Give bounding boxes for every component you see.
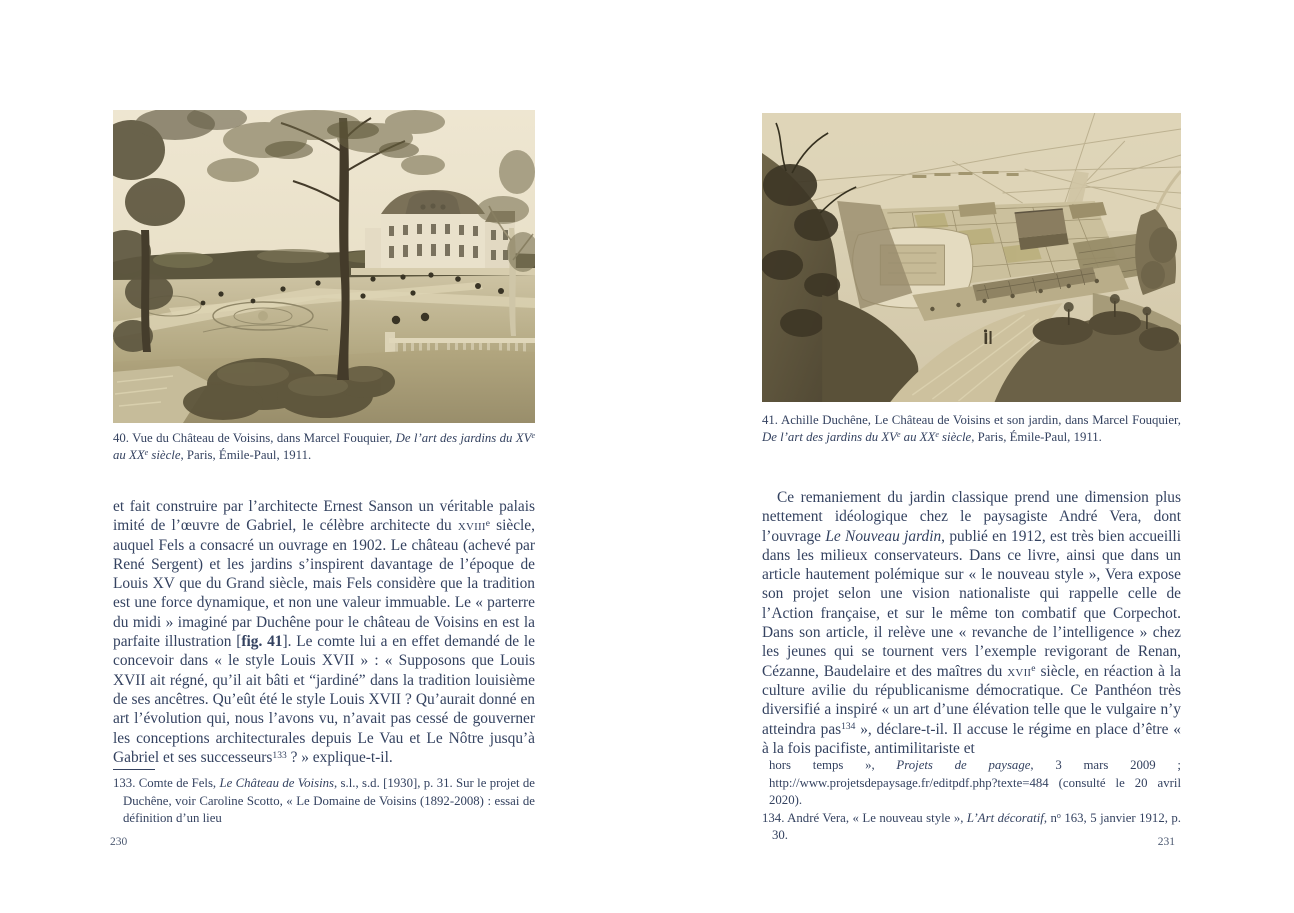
body-text-231 (762, 488, 1181, 758)
caption-book-title: au XX (900, 429, 936, 444)
caption-book-title: siècle (148, 447, 181, 462)
body-text: Ce remaniement du jardin classique prend une dimension plus nettement idéologique chez le paysagiste André Vera, dont l’ouvrage (762, 489, 1181, 545)
footnote-133 (113, 775, 535, 828)
figure-reference: fig. 41 (241, 633, 283, 651)
footnote-divider (113, 769, 155, 770)
figure-40 (113, 110, 535, 423)
footnote-133-continuation (762, 757, 1181, 810)
body-text: et fait construire par l’architecte Ernest Sanson un véritable palais imité de l’œuvre de Gabriel, le célèbre architecte du (113, 498, 535, 535)
figure-40-image (113, 110, 535, 423)
body-text: siècle, auquel Fels a consacré un ouvrage en 1902. Le château (achevé par René Sergent) et les jardins s’inspirent davantage de l’époque de Louis XV que du Grand siècle, mais Fels considère que la tradition est une force dynamique, et non une valeur immuable. Le « parterre du midi » imaginé par Duchêne pour le château de Voisins en est la parfaite illustration [ (113, 517, 535, 651)
superscript: e (531, 431, 535, 441)
footnote-book-title: Le Château de Voisins (219, 776, 334, 790)
figure-41-caption (762, 412, 1181, 445)
caption-book-title: De l’art des jardins du XV (762, 429, 897, 444)
smallcaps-century: xviii (457, 517, 486, 535)
caption-book-title: siècle (938, 429, 972, 444)
footnote-marker-134: 134 (841, 721, 856, 733)
figure-40-caption (113, 430, 535, 463)
footnote-journal-title: Projets de paysage (896, 758, 1031, 772)
superscript: e (1031, 663, 1036, 675)
body-text: ]. Le comte lui a en effet demandé de le concevoir dans « le style Louis XVII » : « Supposons que Louis XVII ait régné, qu’il ait bâti et “jardiné” dans la tradition louisième de ses ancêtres. Qu’eût été le style Louis XVII ? Qu’aurait donné en art l’évolution qui, nous l’avons vu, n’avait pas cessé de gouverner les conceptions architecturales depuis Le Vau et Le Nôtre jusqu’à Gabriel et ses successeurs (113, 633, 536, 766)
superscript: o (1056, 811, 1061, 821)
caption-text: , Paris, Émile-Paul, 1911. (180, 447, 312, 462)
footnote-journal-title: L’Art décoratif (966, 810, 1044, 825)
body-text: ? » explique-t-il. (286, 748, 393, 766)
footnote-text: 134. André Vera, « Le nouveau style », (762, 810, 967, 825)
footnote-text: 133. Comte de Fels, (113, 776, 220, 790)
footnote-text: 163, 5 janvier 1912, p. 30. (772, 810, 1181, 843)
caption-book-title: De l’art des jardins du XV (395, 431, 532, 445)
footnote-text: , n (1043, 810, 1057, 825)
footnote-marker-133: 133 (272, 749, 287, 761)
figure-41-image (762, 113, 1181, 402)
body-text: , publié en 1912, est très bien accueilli dans les milieux conservateurs. Dans ce livre, ainsi que dans un article hautement polémique sur « le nouveau style », Vera expose son projet selon une vision nationaliste qui rappelle celle de l’Action française, et sur le même ton combatif que Corpechot. Dans son article, il relève une « revanche de l’intelligence » chez les jeunes qui se tournent vers l’exemple revigorant de Renan, Cézanne, Baudelaire et des maîtres du (762, 527, 1181, 680)
superscript: e (935, 430, 939, 440)
footnote-text: , 3 mars 2009 ; http://www.projetsdepaysage.fr/editpdf.php?texte=484 (consulté le 20 avril 2020). (769, 758, 1181, 808)
superscript: e (485, 518, 490, 530)
figure-41 (762, 113, 1181, 402)
superscript: e (896, 430, 901, 440)
page-number-230: 230 (110, 836, 128, 848)
body-text: siècle, en réaction à la culture avilie du républicanisme démocratique. Ce Panthéon très diversifié a inspiré « un art d’une élévation telle que le vulgaire n’y atteindra pas (762, 662, 1181, 738)
body-book-title: Le Nouveau jardin (825, 527, 942, 545)
footnote-text: , s.l., s.d. [1930], p. 31. Sur le projet de Duchêne, voir Caroline Scotto, « Le Domaine de Voisins (1892-2008) : essai de définition d’un lieu (123, 776, 535, 826)
superscript: e (144, 448, 149, 458)
caption-text: , Paris, Émile-Paul, 1911. (971, 429, 1102, 444)
caption-book-title: au XX (113, 447, 145, 462)
footnote-text: hors temps », (769, 758, 897, 772)
page-number-231: 231 (1157, 836, 1175, 848)
caption-text: 41. Achille Duchêne, Le Château de Voisins et son jardin, dans Marcel Fouquier, (762, 413, 1181, 427)
body-text-230 (113, 497, 535, 767)
caption-text: 40. Vue du Château de Voisins, dans Marcel Fouquier, (113, 431, 396, 445)
smallcaps-century: xvii (1007, 662, 1032, 680)
footnotes-231 (762, 757, 1181, 845)
body-text: », déclare-t-il. Il accuse le régime en place d’être « à la fois pacifiste, antimilitariste et (762, 720, 1181, 757)
